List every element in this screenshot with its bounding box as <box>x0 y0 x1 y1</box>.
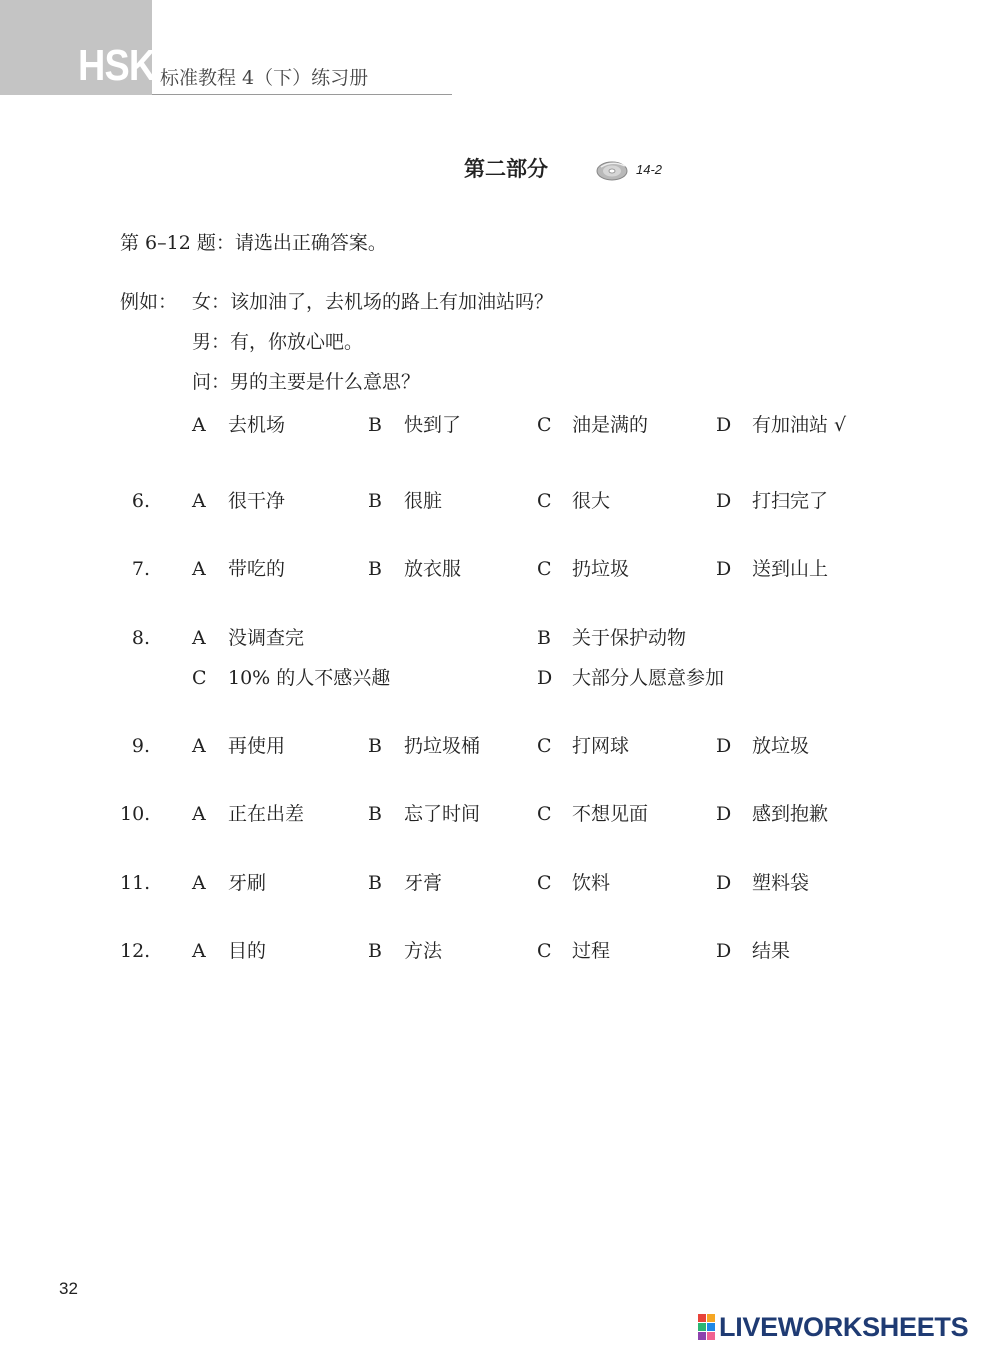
hsk-logo: HSK <box>78 41 156 90</box>
option-letter: C <box>537 558 552 580</box>
option-letter: A <box>192 803 206 825</box>
option-letter: B <box>368 558 382 580</box>
audio-track-number: 14-2 <box>636 162 663 177</box>
option-letter: D <box>716 735 732 757</box>
example-option-letter: D <box>716 414 732 436</box>
question-number: 9. <box>131 735 150 757</box>
option-letter: B <box>368 872 382 894</box>
liveworksheets-logo[interactable] <box>698 1312 968 1342</box>
option-letter: A <box>192 490 206 512</box>
instruction: 第 6–12 题：请选出正确答案。 <box>120 232 387 254</box>
liveworksheets-logo-icon <box>698 1314 715 1340</box>
question-number: 10. <box>120 803 151 825</box>
example-option-letter: B <box>368 414 382 436</box>
option-text[interactable]: 送到山上 <box>752 558 829 580</box>
option-letter: B <box>368 490 382 512</box>
example-question: 问：男的主要是什么意思？ <box>192 371 421 393</box>
option-text[interactable]: 正在出差 <box>228 803 305 825</box>
page-number: 32 <box>59 1279 78 1298</box>
option-text[interactable]: 饮料 <box>572 872 611 894</box>
section-title: 第二部分 <box>464 156 548 181</box>
option-letter: A <box>192 627 206 649</box>
option-letter: A <box>192 940 206 962</box>
example-dialogue-line: 男：有，你放心吧。 <box>192 331 364 353</box>
option-letter: B <box>368 940 382 962</box>
example-label: 例如： <box>120 291 178 313</box>
option-text[interactable]: 目的 <box>228 940 267 962</box>
logo-block <box>698 1323 706 1331</box>
question-number: 12. <box>120 940 151 962</box>
option-letter: D <box>716 558 732 580</box>
question-number: 7. <box>131 558 150 580</box>
option-text[interactable]: 再使用 <box>228 735 286 757</box>
option-text[interactable]: 不想见面 <box>572 803 649 825</box>
option-text[interactable]: 牙膏 <box>404 872 443 894</box>
logo-block <box>707 1323 715 1331</box>
example-dialogue-line: 女：该加油了，去机场的路上有加油站吗？ <box>192 291 554 313</box>
example-option-letter: A <box>192 414 206 436</box>
question-number: 11. <box>120 872 151 894</box>
option-text[interactable]: 牙刷 <box>228 872 267 894</box>
option-letter: B <box>537 627 551 649</box>
option-text[interactable]: 方法 <box>404 940 443 962</box>
liveworksheets-brand: LIVEWORKSHEETS <box>719 1312 969 1342</box>
option-letter: B <box>368 735 382 757</box>
example-option-text: 油是满的 <box>572 414 649 436</box>
option-letter: D <box>537 667 553 689</box>
logo-block <box>698 1332 706 1340</box>
option-letter: C <box>537 735 552 757</box>
option-text[interactable]: 很脏 <box>404 490 443 512</box>
option-letter: A <box>192 735 206 757</box>
question-number: 8. <box>131 627 150 649</box>
option-text[interactable]: 打网球 <box>572 735 630 757</box>
example-option-text: 去机场 <box>228 414 286 436</box>
book-title: 标准教程 4（下）练习册 <box>160 67 369 89</box>
header-divider <box>152 94 452 95</box>
option-text[interactable]: 放垃圾 <box>752 735 810 757</box>
option-text[interactable]: 关于保护动物 <box>572 627 687 649</box>
option-text[interactable]: 扔垃圾桶 <box>404 735 481 757</box>
question-number: 6. <box>131 490 150 512</box>
option-text[interactable]: 打扫完了 <box>752 490 829 512</box>
logo-block <box>707 1332 715 1340</box>
option-text[interactable]: 结果 <box>752 940 791 962</box>
option-text[interactable]: 很干净 <box>228 490 286 512</box>
option-text[interactable]: 带吃的 <box>228 558 286 580</box>
option-letter: B <box>368 803 382 825</box>
option-text[interactable]: 塑料袋 <box>752 872 810 894</box>
option-text[interactable]: 过程 <box>572 940 611 962</box>
option-letter: A <box>192 558 206 580</box>
option-text[interactable]: 扔垃圾 <box>572 558 630 580</box>
logo-block <box>707 1314 715 1322</box>
option-letter: D <box>716 940 732 962</box>
option-letter: C <box>537 940 552 962</box>
option-text[interactable]: 放衣服 <box>404 558 462 580</box>
option-text[interactable]: 很大 <box>572 490 611 512</box>
example-option-text: 快到了 <box>404 414 462 436</box>
option-text[interactable]: 感到抱歉 <box>752 803 829 825</box>
option-letter: D <box>716 490 732 512</box>
option-letter: D <box>716 803 732 825</box>
option-text[interactable]: 忘了时间 <box>404 803 481 825</box>
option-letter: C <box>537 872 552 894</box>
example-option-text-correct: 有加油站 √ <box>752 414 847 436</box>
logo-block <box>698 1314 706 1322</box>
option-text[interactable]: 没调查完 <box>228 627 305 649</box>
option-text[interactable]: 10% 的人不感兴趣 <box>228 667 391 689</box>
option-letter: A <box>192 872 206 894</box>
option-letter: D <box>716 872 732 894</box>
option-letter: C <box>537 490 552 512</box>
example-option-letter: C <box>537 414 552 436</box>
option-text[interactable]: 大部分人愿意参加 <box>572 667 725 689</box>
option-letter: C <box>192 667 207 689</box>
audio-cd-icon[interactable] <box>595 156 631 182</box>
option-letter: C <box>537 803 552 825</box>
